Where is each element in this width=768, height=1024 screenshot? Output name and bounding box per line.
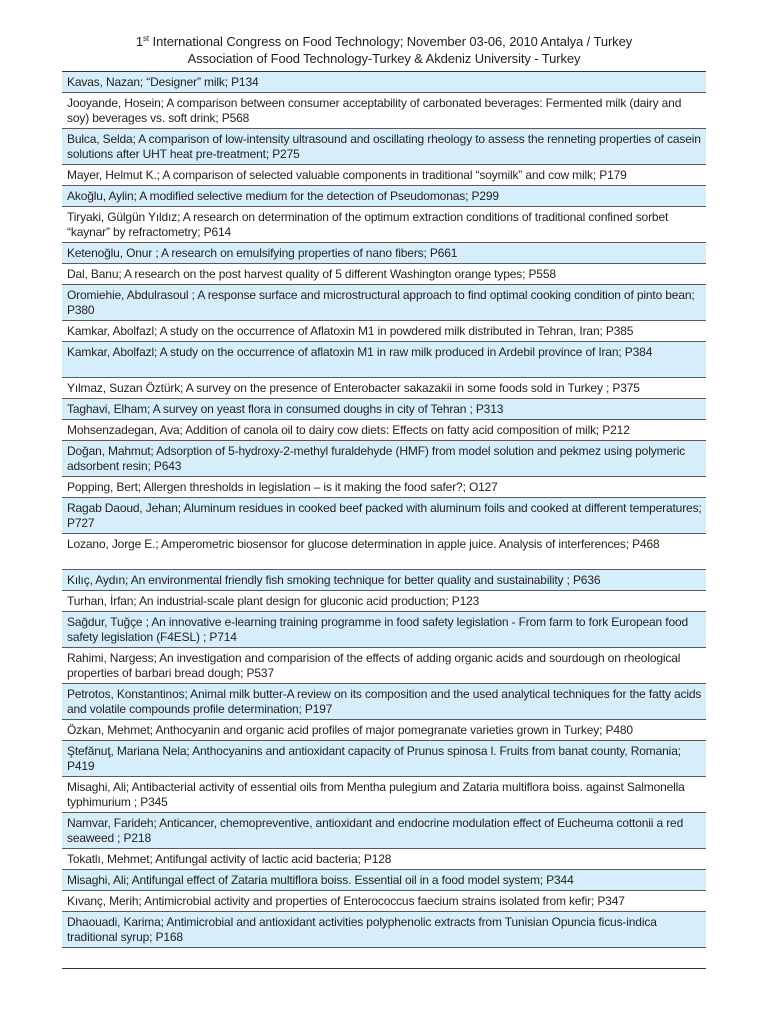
index-entry: Oromiehie, Abdulrasoul ; A response surface and microstructural approach to find optimal cooking condition of pinto bean; P380 xyxy=(62,285,706,321)
index-entry: Mayer, Helmut K.; A comparison of selected valuable components in traditional “soymilk” and cow milk; P179 xyxy=(62,165,706,186)
author-index-table xyxy=(62,71,706,948)
index-entry: Rahimi, Nargess; An investigation and comparision of the effects of adding organic acids and sourdough on rheological properties of barbari bread dough; P537 xyxy=(62,648,706,684)
index-entry: Dal, Banu; A research on the post harvest quality of 5 different Washington orange types; P558 xyxy=(62,264,706,285)
index-entry: Mohsenzadegan, Ava; Addition of canola oil to dairy cow diets: Effects on fatty acid composition of milk; P212 xyxy=(62,420,706,441)
index-entry: Kamkar, Abolfazl; A study on the occurrence of Aflatoxin M1 in powdered milk distributed in Tehran, Iran; P385 xyxy=(62,321,706,342)
index-entry: Ştefănuţ, Mariana Nela; Anthocyanins and antioxidant capacity of Prunus spinosa l. Fruits from banat county, Romania; P419 xyxy=(62,741,706,777)
page-header xyxy=(0,33,768,67)
index-entry: Kamkar, Abolfazl; A study on the occurrence of aflatoxin M1 in raw milk produced in Ardebil province of Iran; P384 xyxy=(62,342,706,378)
index-entry: Lozano, Jorge E.; Amperometric biosensor for glucose determination in apple juice. Analysis of interferences; P468 xyxy=(62,534,706,570)
index-entry: Doğan, Mahmut; Adsorption of 5-hydroxy-2-methyl furaldehyde (HMF) from model solution and pekmez using polymeric adsorbent resin; P643 xyxy=(62,441,706,477)
index-entry: Popping, Bert; Allergen thresholds in legislation – is it making the food safer?; O127 xyxy=(62,477,706,498)
header-ordinal-suffix: st xyxy=(143,34,150,43)
index-entry: Dhaouadi, Karima; Antimicrobial and antioxidant activities polyphenolic extracts from Tunisian Opuncia ficus-indica traditional syrup; P168 xyxy=(62,912,706,948)
index-entry: Bulca, Selda; A comparison of low-intensity ultrasound and oscillating rheology to assess the renneting properties of casein solutions after UHT heat pre-treatment; P275 xyxy=(62,129,706,165)
header-ordinal: 1 xyxy=(135,34,144,49)
index-entry: Yılmaz, Suzan Öztürk; A survey on the presence of Enterobacter sakazakii in some foods sold in Turkey ; P375 xyxy=(62,378,706,399)
header-line-1 xyxy=(0,33,768,50)
header-congress-title: International Congress on Food Technology; November 03-06, 2010 Antalya / Turkey xyxy=(149,34,633,49)
footer-divider xyxy=(62,968,706,969)
index-entry: Taghavi, Elham; A survey on yeast flora in consumed doughs in city of Tehran ; P313 xyxy=(62,399,706,420)
index-entry: Tiryaki, Gülgün Yıldız; A research on determination of the optimum extraction conditions of traditional confined sorbet “kaynar” by refractometry; P614 xyxy=(62,207,706,243)
index-entry: Misaghi, Ali; Antibacterial activity of essential oils from Mentha pulegium and Zataria multiflora boiss. against Salmonella typhimurium ; P345 xyxy=(62,777,706,813)
index-entry: Turhan, İrfan; An industrial-scale plant design for gluconic acid production; P123 xyxy=(62,591,706,612)
index-entry: Kavas, Nazan; “Designer” milk; P134 xyxy=(62,72,706,93)
index-entry: Misaghi, Ali; Antifungal effect of Zataria multiflora boiss. Essential oil in a food model system; P344 xyxy=(62,870,706,891)
header-line-2: Association of Food Technology-Turkey & Akdeniz University - Turkey xyxy=(187,51,581,66)
index-entry: Ragab Daoud, Jehan; Aluminum residues in cooked beef packed with aluminum foils and cooked at different temperatures; P727 xyxy=(62,498,706,534)
index-entry: Kıvanç, Merih; Antimicrobial activity and properties of Enterococcus faecium strains isolated from kefir; P347 xyxy=(62,891,706,912)
index-entry: Tokatlı, Mehmet; Antifungal activity of lactic acid bacteria; P128 xyxy=(62,849,706,870)
index-entry: Akoğlu, Aylin; A modified selective medium for the detection of Pseudomonas; P299 xyxy=(62,186,706,207)
index-entry: Petrotos, Konstantinos; Animal milk butter-A review on its composition and the used analytical techniques for the fatty acids and volatile compounds profile determination; P197 xyxy=(62,684,706,720)
index-entry: Jooyande, Hosein; A comparison between consumer acceptability of carbonated beverages: Fermented milk (dairy and soy) beverages vs. soft drink; P568 xyxy=(62,93,706,129)
index-entry: Sağdur, Tuğçe ; An innovative e-learning training programme in food safety legislation - From farm to fork European food safety legislation (F4ESL) ; P714 xyxy=(62,612,706,648)
index-entry: Ketenoğlu, Onur ; A research on emulsifying properties of nano fibers; P661 xyxy=(62,243,706,264)
index-entry: Namvar, Farideh; Anticancer, chemopreventive, antioxidant and endocrine modulation effect of Eucheuma cottonii a red seaweed ; P218 xyxy=(62,813,706,849)
index-entry: Kılıç, Aydın; An environmental friendly fish smoking technique for better quality and sustainability ; P636 xyxy=(62,570,706,591)
index-entry: Özkan, Mehmet; Anthocyanin and organic acid profiles of major pomegranate varieties grown in Turkey; P480 xyxy=(62,720,706,741)
